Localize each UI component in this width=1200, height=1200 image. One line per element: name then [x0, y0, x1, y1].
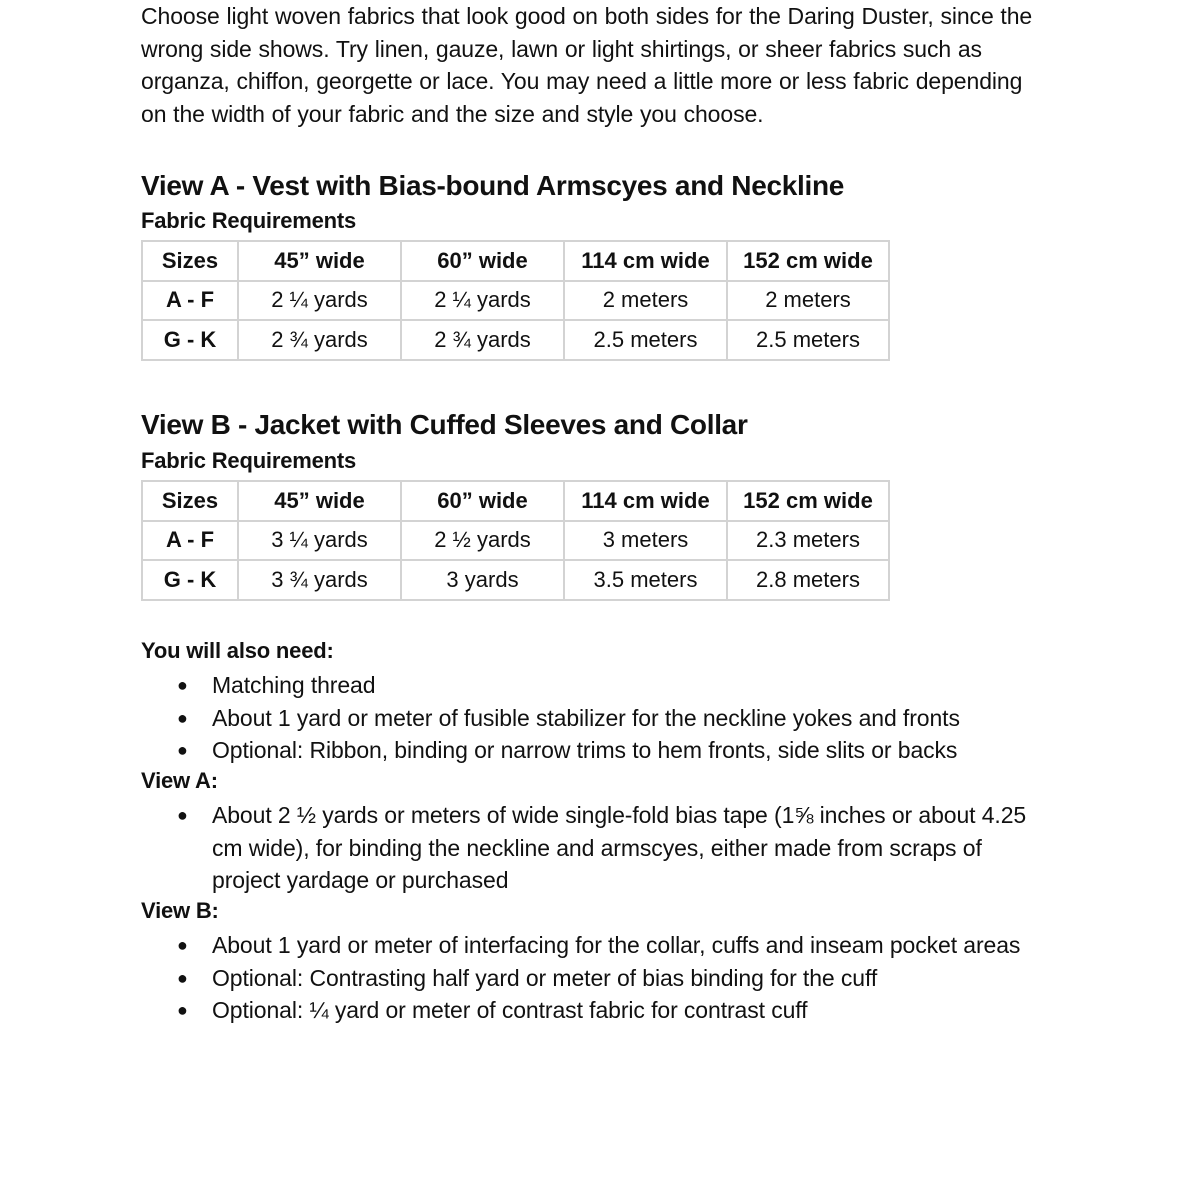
list-item-text — [212, 799, 1092, 897]
general-notions-list — [177, 669, 1092, 767]
list-item — [177, 929, 1092, 962]
list-item-text: Optional: Ribbon, binding or narrow trims to hem fronts, side slits or backs — [212, 737, 958, 763]
table-cell: 3 ¼ yards — [238, 521, 401, 561]
view-a-notions-list — [177, 799, 1092, 897]
table-cell: 2.5 meters — [727, 320, 889, 360]
size-cell: A - F — [142, 281, 238, 321]
header-cell: 152 cm wide — [727, 241, 889, 281]
table-cell: 2 ¾ yards — [401, 320, 564, 360]
bullet-icon: ● — [177, 1000, 188, 1020]
view-a-heading: View A - Vest with Bias-bound Armscyes and Neckline — [141, 170, 845, 201]
table-row — [142, 320, 889, 360]
table-row — [142, 560, 889, 600]
table-cell: 2 ½ yards — [401, 521, 564, 561]
also-need-label: You will also need: — [141, 638, 334, 663]
table-header-row — [142, 481, 889, 521]
list-item-text: About 1 yard or meter of interfacing for the collar, cuffs and inseam pocket areas — [212, 932, 1021, 958]
intro-paragraph — [141, 0, 1071, 130]
document-page — [141, 0, 1071, 1023]
view-b-fabric-table — [141, 480, 890, 601]
table-cell: 2 ¼ yards — [401, 281, 564, 321]
table-cell: 3 meters — [564, 521, 727, 561]
header-cell: 45” wide — [238, 241, 401, 281]
header-cell: Sizes — [142, 481, 238, 521]
header-cell: Sizes — [142, 241, 238, 281]
list-item-text: About 1 yard or meter of fusible stabilizer for the neckline yokes and fronts — [212, 704, 960, 731]
list-item — [177, 734, 1092, 767]
list-item — [177, 799, 1092, 897]
header-cell: 60” wide — [401, 481, 564, 521]
intro-line: wrong side shows. Try linen, gauze, lawn or light shirtings, or sheer fabrics such as — [141, 35, 982, 62]
view-a-fabric-table — [141, 240, 890, 361]
view-b-notions-list — [177, 929, 1092, 1027]
table-row — [142, 521, 889, 561]
table-cell: 2.5 meters — [564, 320, 727, 360]
table-row — [142, 281, 889, 321]
bullet-icon: ● — [177, 707, 188, 728]
size-cell: G - K — [142, 320, 238, 360]
bullet-icon: ● — [177, 740, 188, 760]
header-cell: 45” wide — [238, 481, 401, 521]
list-item-line: project yardage or purchased — [212, 867, 509, 893]
list-item-line: cm wide), for binding the neckline and armscyes, either made from scraps of — [212, 834, 982, 861]
table-cell: 3 ¾ yards — [238, 560, 401, 600]
table-cell: 2 meters — [727, 281, 889, 321]
header-cell: 152 cm wide — [727, 481, 889, 521]
table-cell: 2.3 meters — [727, 521, 889, 561]
list-item — [177, 994, 1092, 1027]
table-cell: 2 meters — [564, 281, 727, 321]
bullet-icon: ● — [177, 805, 188, 825]
intro-line: Choose light woven fabrics that look good on both sides for the Daring Duster, since the — [141, 3, 1033, 29]
size-cell: A - F — [142, 521, 238, 561]
table-cell: 3 yards — [401, 560, 564, 600]
list-item — [177, 702, 1092, 735]
table-header-row — [142, 241, 889, 281]
view-b-fabric-requirements-label: Fabric Requirements — [141, 448, 357, 473]
view-b-heading: View B - Jacket with Cuffed Sleeves and Collar — [141, 409, 748, 440]
view-a-fabric-requirements-label: Fabric Requirements — [141, 208, 357, 233]
table-cell: 2 ¼ yards — [238, 281, 401, 321]
view-b-notions-label: View B: — [141, 898, 219, 923]
view-a-notions-label: View A: — [141, 768, 218, 793]
list-item-text: Matching thread — [212, 672, 376, 698]
bullet-icon: ● — [177, 967, 188, 988]
list-item-text: Optional: Contrasting half yard or meter of bias binding for the cuff — [212, 964, 878, 991]
bullet-icon: ● — [177, 675, 188, 695]
intro-line: organza, chiffon, georgette or lace. You may need a little more or less fabric depending — [141, 68, 1023, 94]
header-cell: 60” wide — [401, 241, 564, 281]
table-cell: 3.5 meters — [564, 560, 727, 600]
table-cell: 2 ¾ yards — [238, 320, 401, 360]
intro-line: on the width of your fabric and the size and style you choose. — [141, 100, 764, 127]
list-item — [177, 962, 1092, 995]
list-item-line: About 2 ½ yards or meters of wide single-fold bias tape (1⅝ inches or about 4.25 — [212, 802, 1027, 828]
header-cell: 114 cm wide — [564, 481, 727, 521]
table-cell: 2.8 meters — [727, 560, 889, 600]
list-item-text: Optional: ¼ yard or meter of contrast fabric for contrast cuff — [212, 997, 808, 1023]
bullet-icon: ● — [177, 935, 188, 955]
list-item — [177, 669, 1092, 702]
size-cell: G - K — [142, 560, 238, 600]
header-cell: 114 cm wide — [564, 241, 727, 281]
